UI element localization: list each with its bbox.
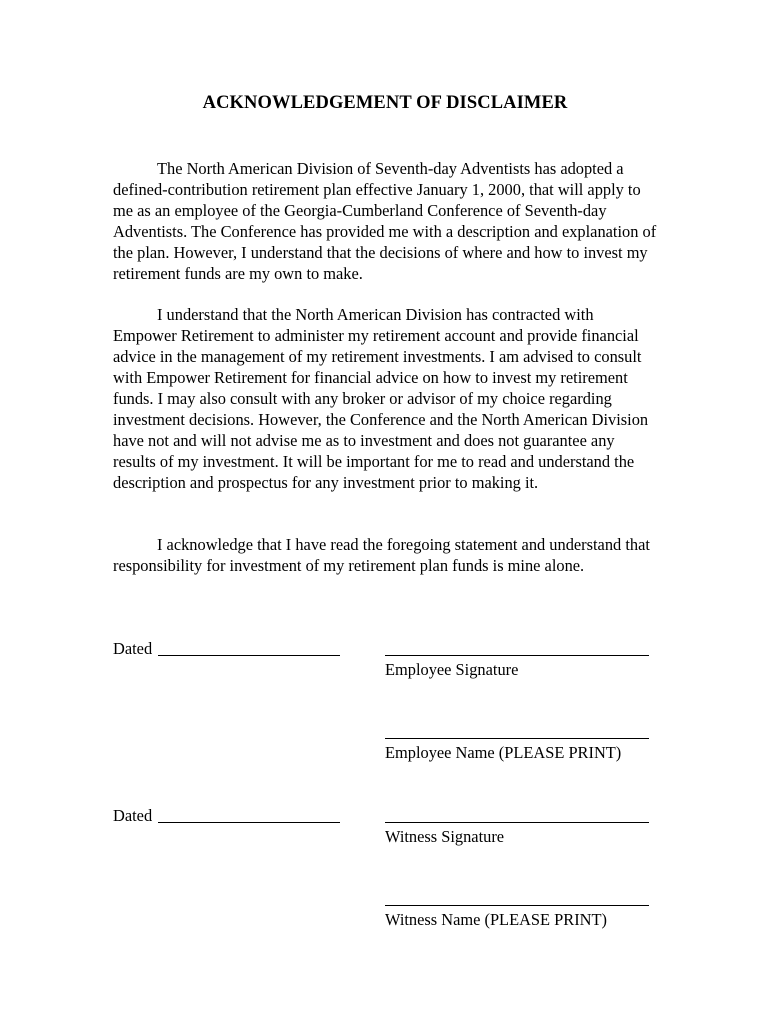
document-title: ACKNOWLEDGEMENT OF DISCLAIMER — [202, 93, 568, 113]
employee-name-field[interactable] — [385, 738, 649, 739]
dated-label-employee: Dated — [113, 639, 153, 658]
dated-field-employee[interactable] — [158, 655, 340, 656]
dated-label-witness: Dated — [113, 806, 153, 825]
witness-signature-field[interactable] — [385, 822, 649, 823]
witness-name-label: Witness Name (PLEASE PRINT) — [385, 910, 607, 929]
employee-signature-field[interactable] — [385, 655, 649, 656]
employee-name-label: Employee Name (PLEASE PRINT) — [385, 743, 622, 762]
employee-signature-label: Employee Signature — [385, 660, 519, 679]
witness-name-field[interactable] — [385, 905, 649, 906]
paragraph-acknowledgement: I acknowledge that I have read the foregoing statement and understand that responsibility for investment of my retirement plan funds is mine alone. — [113, 535, 650, 575]
paragraph-plan-adoption: The North American Division of Seventh-day Adventists has adopted a defined-contribution retirement plan effective January 1, 2000, that will apply to me as an employee of the Georgia-Cumberland Conference of Seventh-day Adventists. The Conference has provided me with a description and explanation of the plan. However, I understand that the decisions of where and how to invest my retirement funds are my own to make. — [113, 159, 657, 283]
witness-signature-label: Witness Signature — [385, 827, 505, 846]
dated-field-witness[interactable] — [158, 822, 340, 823]
paragraph-empower-retirement: I understand that the North American Division has contracted with Empower Retirement to administer my retirement account and provide financial advice in the management of my retirement investments. I am advised to consult with Empower Retirement for financial advice on how to invest my retirement funds. I may also consult with any broker or advisor of my choice regarding investment decisions. However, the Conference and the North American Division have not and will not advise me as to investment and does not guarantee any results of my investment. It will be important for me to read and understand the description and prospectus for any investment prior to making it. — [113, 305, 649, 492]
